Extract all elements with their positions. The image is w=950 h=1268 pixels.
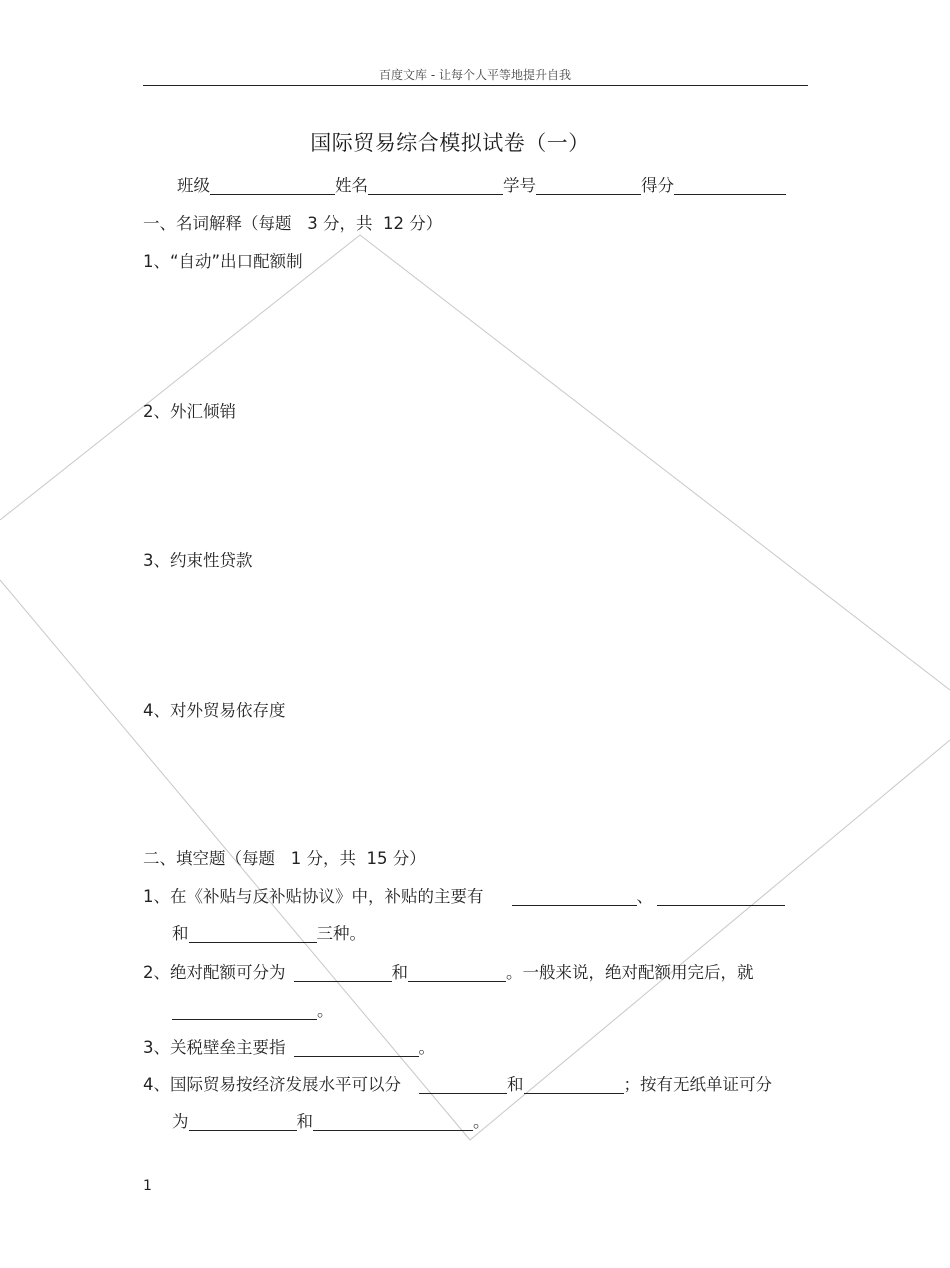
question-text: 2、绝对配额可分为 xyxy=(143,963,286,982)
question-text: 3、关税壁垒主要指 xyxy=(143,1038,286,1057)
name-label: 姓名 xyxy=(335,176,368,195)
exam-title: 国际贸易综合模拟试卷（一） xyxy=(310,131,590,155)
question-text: 4、国际贸易按经济发展水平可以分 xyxy=(143,1075,401,1094)
question-text: 为 xyxy=(172,1112,189,1131)
question-text: 和 xyxy=(296,1112,313,1131)
question-text: 三种。 xyxy=(316,924,366,943)
question-text: 。 xyxy=(418,1038,435,1057)
fill-question-4 xyxy=(143,1074,772,1096)
question-text: 。 xyxy=(317,1001,334,1020)
section2-heading: 二、填空题（每题 1 分，共 15 分） xyxy=(143,849,426,868)
question-text: ；按有无纸单证可分 xyxy=(623,1075,772,1094)
answer-blank[interactable] xyxy=(294,963,392,982)
term-item-3: 3、约束性贷款 xyxy=(143,551,253,570)
answer-blank[interactable] xyxy=(657,887,785,906)
term-item-2: 2、外汇倾销 xyxy=(143,402,236,421)
answer-blank[interactable] xyxy=(408,963,506,982)
class-label: 班级 xyxy=(177,176,210,195)
answer-blank[interactable] xyxy=(189,1112,297,1131)
answer-blank[interactable] xyxy=(419,1075,507,1094)
answer-blank[interactable] xyxy=(313,1112,473,1131)
term-item-4: 4、对外贸易依存度 xyxy=(143,701,286,720)
question-text: 和 xyxy=(391,963,408,982)
section1-heading: 一、名词解释（每题 3 分，共 12 分） xyxy=(143,214,443,233)
answer-blank[interactable] xyxy=(189,924,317,943)
student-id-label: 学号 xyxy=(503,176,536,195)
question-text: 1、在《补贴与反补贴协议》中，补贴的主要有 xyxy=(143,887,484,906)
score-blank[interactable] xyxy=(674,176,786,195)
question-text: 。一般来说，绝对配额用完后，就 xyxy=(506,963,754,982)
student-id-blank[interactable] xyxy=(536,176,641,195)
answer-blank[interactable] xyxy=(172,1001,317,1020)
fill-question-2 xyxy=(143,962,754,984)
answer-blank[interactable] xyxy=(294,1038,419,1057)
header-text: 百度文库 - 让每个人平等地提升自我 xyxy=(379,68,571,82)
question-text: 和 xyxy=(507,1075,524,1094)
header-rule xyxy=(143,85,808,86)
page-number: 1 xyxy=(143,1178,152,1194)
fill-question-1 xyxy=(143,886,785,908)
term-item-1: 1、“自动”出口配额制 xyxy=(143,252,303,271)
fill-question-2-cont xyxy=(172,1000,334,1022)
fill-question-3 xyxy=(143,1037,435,1059)
fill-question-4-cont xyxy=(172,1111,490,1133)
fill-question-1-cont xyxy=(172,923,366,945)
class-blank[interactable] xyxy=(210,176,335,195)
answer-blank[interactable] xyxy=(512,887,637,906)
name-blank[interactable] xyxy=(368,176,503,195)
student-info-row xyxy=(177,175,786,197)
score-label: 得分 xyxy=(641,176,674,195)
answer-blank[interactable] xyxy=(524,1075,624,1094)
question-text: 。 xyxy=(473,1112,490,1131)
question-text: 和 xyxy=(172,924,189,943)
question-text: 、 xyxy=(636,887,653,906)
